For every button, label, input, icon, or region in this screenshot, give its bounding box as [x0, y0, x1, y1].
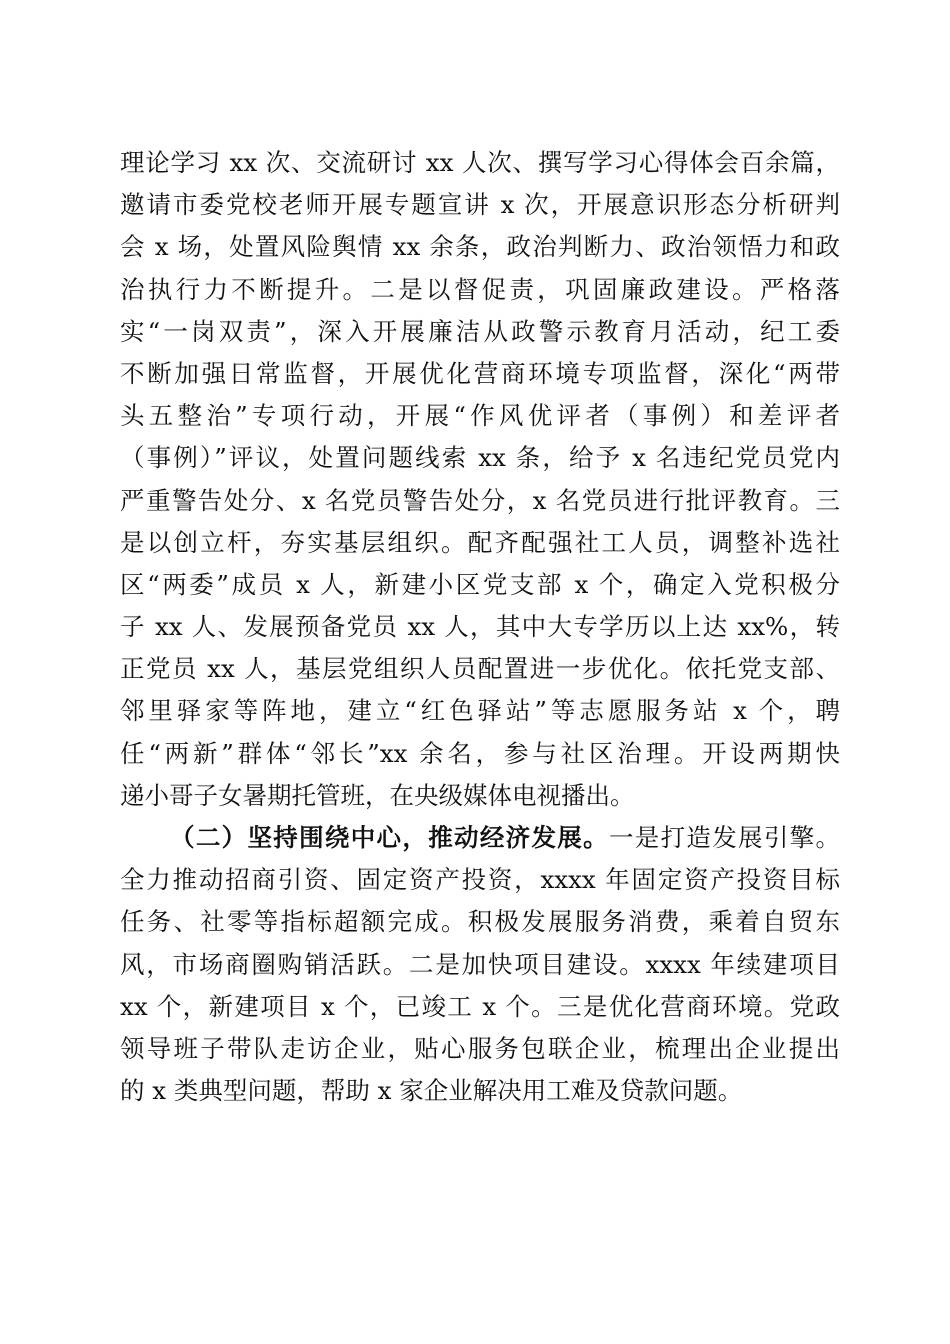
text-line: 子 xx 人、发展预备党员 xx 人，其中大专学历以上达 xx%，转 — [120, 612, 840, 642]
text-line: 会 x 场，处置风险舆情 xx 余条，政治判断力、政治领悟力和政 — [120, 232, 840, 262]
text-line: 的 x 类典型问题，帮助 x 家企业解决用工难及贷款问题。 — [120, 1076, 743, 1106]
text-line: xx 个，新建项目 x 个，已竣工 x 个。三是优化营商环境。党政 — [120, 991, 840, 1021]
text-line: 不断加强日常监督，开展优化营商环境专项监督，深化“两带 — [120, 358, 840, 388]
text-line: 邀请市委党校老师开展专题宣讲 x 次，开展意识形态分析研判 — [120, 190, 840, 220]
text-line — [120, 817, 840, 859]
text-line: 邻里驿家等阵地，建立“红色驿站”等志愿服务站 x 个，聘 — [120, 696, 840, 726]
document-body — [120, 142, 840, 1112]
text-line: 理论学习 xx 次、交流研讨 xx 人次、撰写学习心得体会百余篇， — [120, 148, 840, 177]
text-line: 领导班子带队走访企业，贴心服务包联企业，梳理出企业提出 — [120, 1033, 840, 1063]
text-line: 实“一岗双责”，深入开展廉洁从政警示教育月活动，纪工委 — [120, 316, 840, 346]
section-heading: （二）坚持围绕中心，推动经济发展。 — [170, 823, 609, 852]
text-line: 递小哥子女暑期托管班，在央级媒体电视播出。 — [120, 780, 635, 810]
text-line: 区“两委”成员 x 人，新建小区党支部 x 个，确定入党积极分 — [120, 569, 840, 599]
text-line: 全力推动招商引资、固定资产投资，xxxx 年固定资产投资目标 — [120, 865, 840, 895]
text-line: 任“两新”群体“邻长”xx 余名，参与社区治理。开设两期快 — [120, 738, 840, 768]
text-line: 头五整治”专项行动，开展“作风优评者（事例）和差评者 — [120, 401, 840, 431]
text-line: （事例）”评议，处置问题线索 xx 条，给予 x 名违纪党员党内 — [120, 443, 840, 473]
text-line: 是以创立杆，夯实基层组织。配齐配强社工人员，调整补选社 — [120, 527, 840, 557]
text-run: 一是打造发展引擎。 — [608, 823, 841, 852]
paragraph-economic-development — [120, 817, 840, 1112]
text-line: 正党员 xx 人，基层党组织人员配置进一步优化。依托党支部、 — [120, 654, 840, 684]
text-line: 风，市场商圈购销活跃。二是加快项目建设。xxxx 年续建项目 — [120, 949, 840, 979]
paragraph-party-building — [120, 142, 840, 817]
text-line: 严重警告处分、x 名党员警告处分，x 名党员进行批评教育。三 — [120, 485, 840, 515]
text-line: 治执行力不断提升。二是以督促责，巩固廉政建设。严格落 — [120, 274, 840, 304]
text-line: 任务、社零等指标超额完成。积极发展服务消费，乘着自贸东 — [120, 907, 840, 937]
